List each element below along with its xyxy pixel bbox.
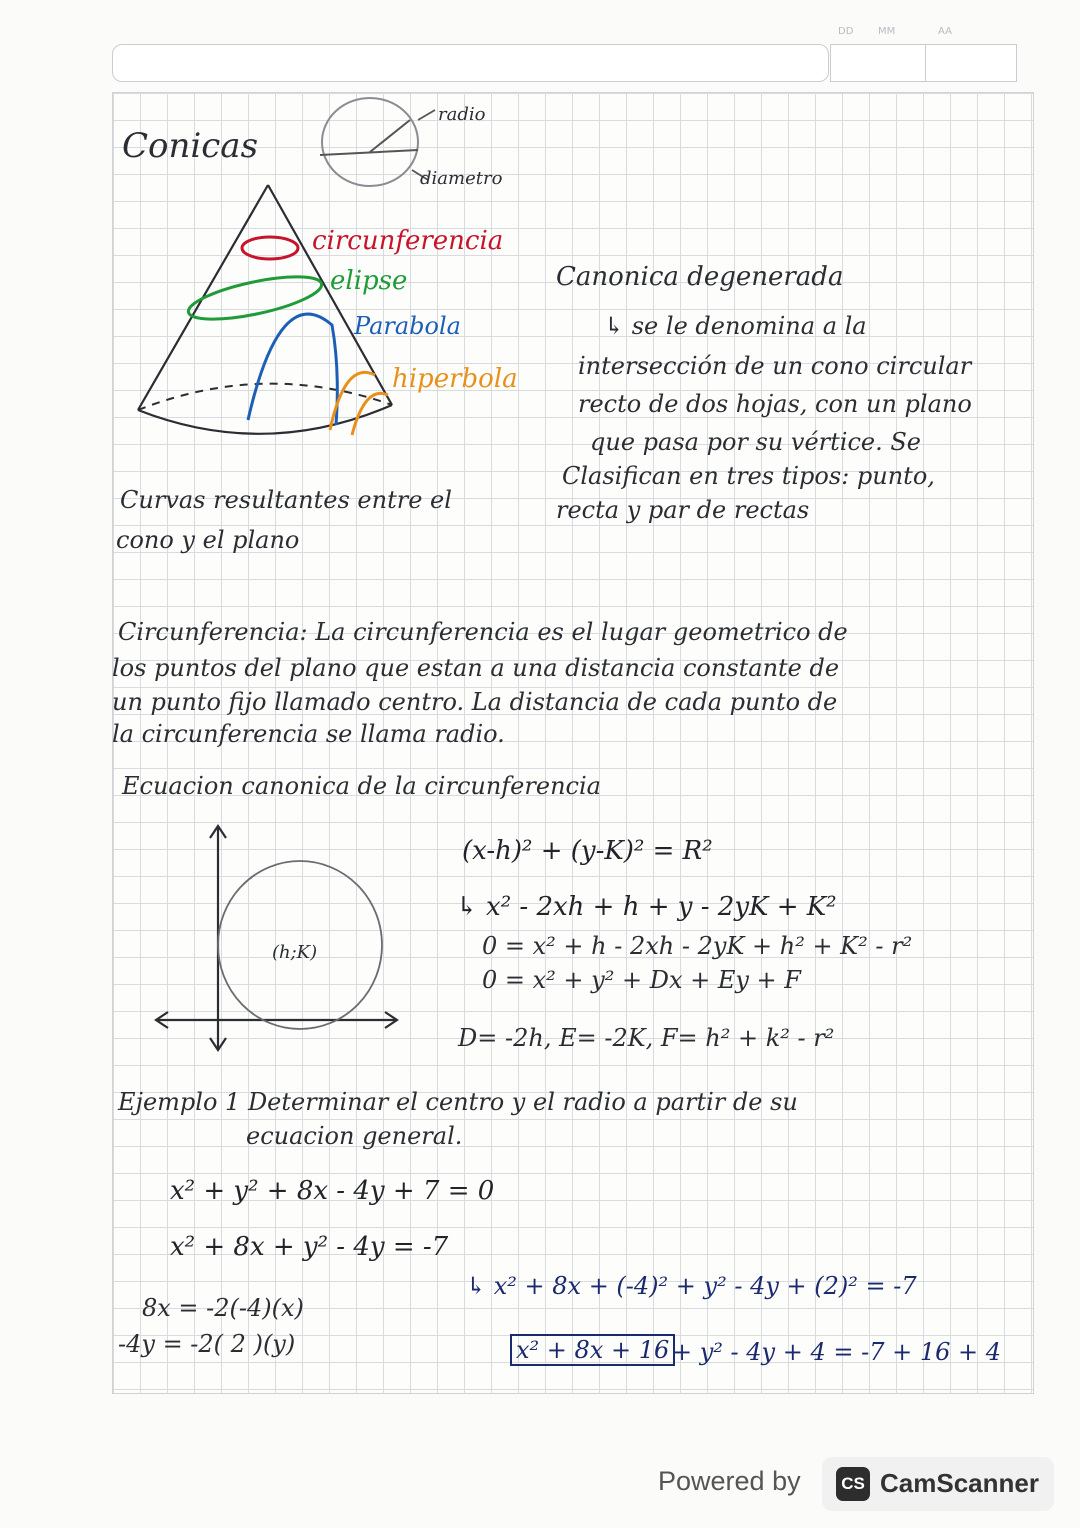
degenerada-line-1: ↳ se le denomina a la [604,312,867,340]
label-hiperbola: hiperbola [392,364,518,394]
date-label-dd: DD [838,26,854,37]
definition-line-1: Circunferencia: La circunferencia es el lugar geometrico de [118,618,848,646]
ejemplo-step-4-rest: + y² - 4y + 4 = -7 + 16 + 4 [672,1338,1002,1366]
powered-by-text: Powered by [658,1466,801,1496]
diametro-label: diametro [420,168,503,189]
small-circle [322,98,418,186]
caption-line-1: Curvas resultantes entre el [120,486,452,514]
elipse-curve [185,268,325,328]
date-label-mm: MM [878,26,896,37]
circunferencia-curve [242,237,298,259]
definition-line-3: un punto fijo llamado centro. La distancia de cada punto de [112,688,838,716]
degenerada-line-4: que pasa por su vértice. Se [590,428,921,456]
date-box-right [925,44,1017,82]
label-elipse: elipse [330,266,408,296]
ejemplo-title-line-2: ecuacion general. [246,1122,463,1150]
definition-line-4: la circunferencia se llama radio. [112,720,505,748]
date-label-aa: AA [938,26,952,37]
ejemplo-step-3: ↳ x² + 8x + (-4)² + y² - 4y + (2)² = -7 [466,1272,917,1300]
ejemplo-title-line-1: Ejemplo 1 Determinar el centro y el radio a partir de su [118,1088,798,1116]
equation-3: 0 = x² + h - 2xh - 2yK + h² + K² - r² [482,932,913,960]
definition-line-2: los puntos del plano que estan a una distancia constante de [112,654,840,682]
camscanner-brand: CamScanner [880,1468,1039,1498]
center-label: (h;K) [272,942,318,963]
diameter-line [320,150,418,155]
degenerada-line-2: intersección de un cono circular [578,352,972,380]
aux-line-1: 8x = -2(-4)(x) [142,1294,304,1322]
radius-line [370,120,410,152]
ecuacion-title: Ecuacion canonica de la circunferencia [122,772,601,800]
degenerada-title: Canonica degenerada [556,262,844,292]
parabola-curve [248,314,337,425]
degenerada-line-5: Clasifican en tres tipos: punto, [562,462,935,490]
conicas-title: Conicas [122,126,259,166]
coefficients: D= -2h, E= -2K, F= h² + k² - r² [458,1024,835,1052]
camscanner-logo-icon: CS [836,1467,870,1501]
aux-line-2: -4y = -2( 2 )(y) [118,1330,296,1358]
degenerada-line-6: recta y par de rectas [556,496,810,524]
cone-base-back [138,384,392,410]
equation-4: 0 = x² + y² + Dx + Ey + F [482,966,801,994]
header-box [112,44,829,82]
date-box-left [830,44,927,82]
degenerada-line-3: recto de dos hojas, con un plano [578,390,972,418]
ejemplo-step-2: x² + 8x + y² - 4y = -7 [170,1232,449,1262]
circle-axes-diagram [150,820,410,1060]
radio-label: radio [438,104,486,125]
ejemplo-step-1: x² + y² + 8x - 4y + 7 = 0 [170,1176,495,1206]
label-circunferencia: circunferencia [312,226,504,256]
equation-2: ↳ x² - 2xh + h + y - 2yK + K² [456,892,837,922]
equation-1: (x-h)² + (y-K)² = R² [462,836,713,866]
label-parabola: Parabola [354,312,461,340]
caption-line-2: cono y el plano [116,526,300,554]
boxed-term: x² + 8x + 16 [510,1334,675,1366]
